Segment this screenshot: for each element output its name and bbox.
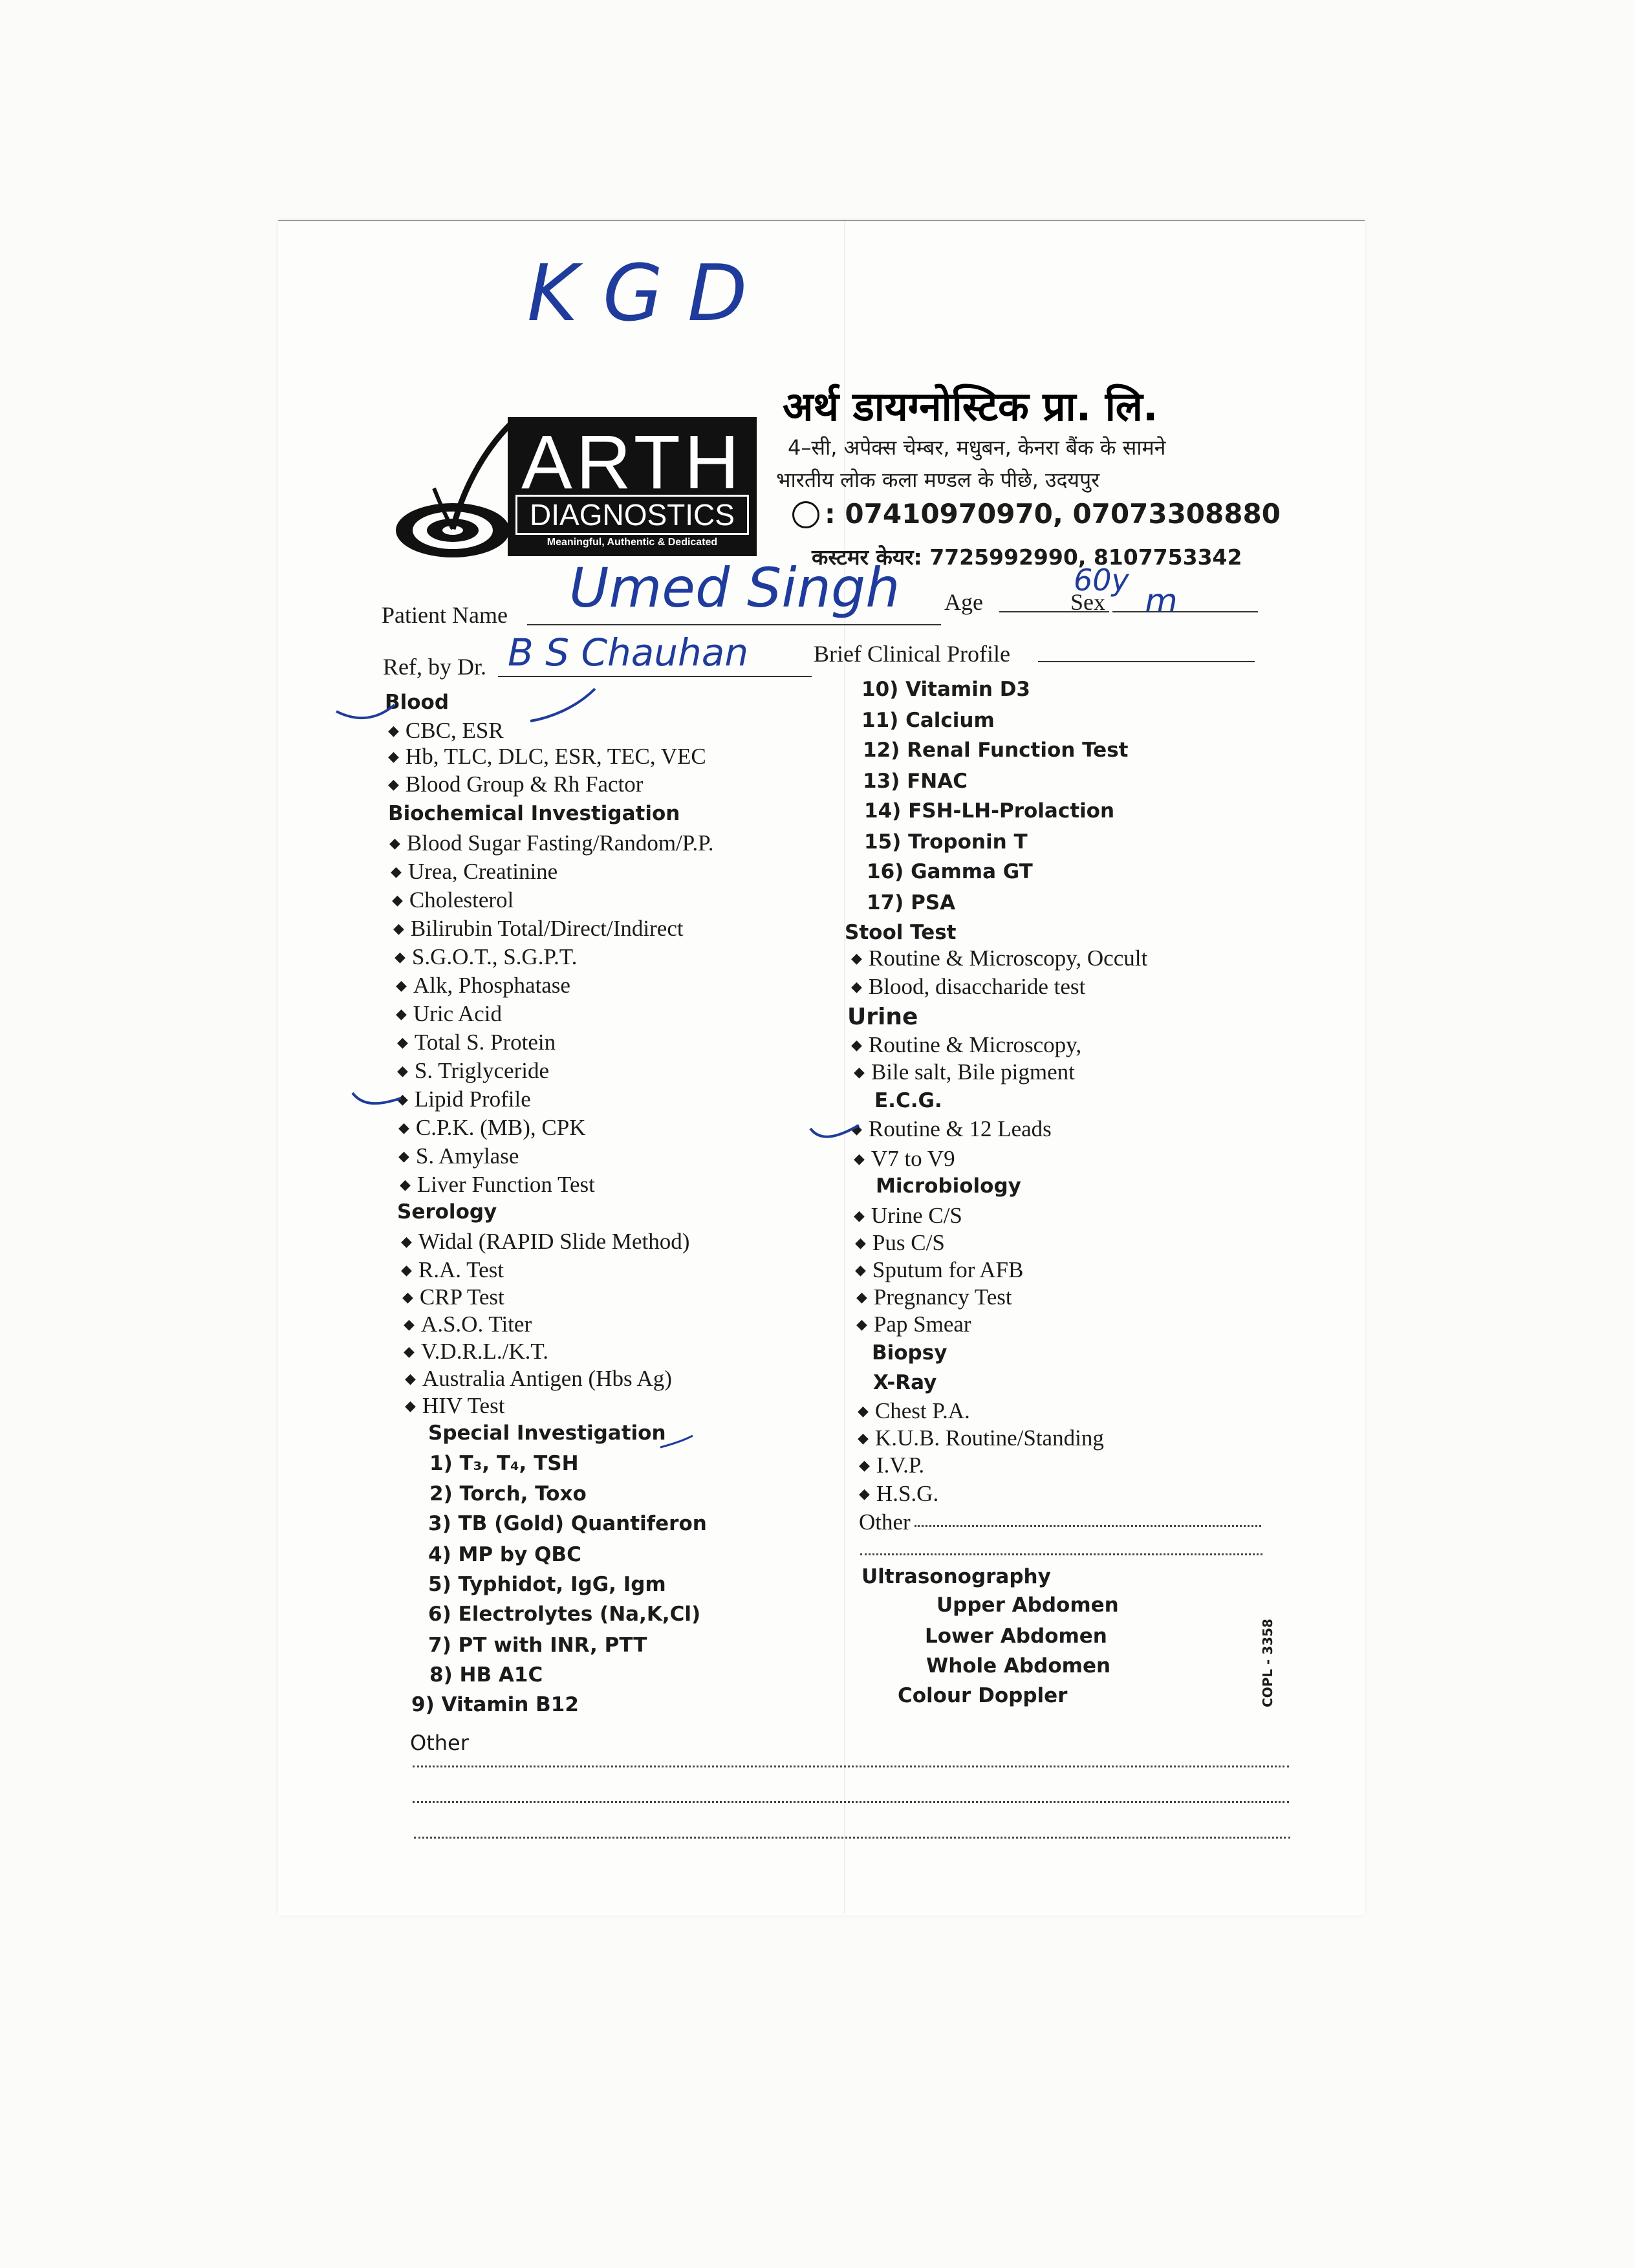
brand-logo [508,417,757,556]
section-microbiology: Microbiology [876,1174,1021,1198]
section-ecg: E.C.G. [874,1089,942,1112]
list-item: ◆ Cholesterol [392,887,514,913]
clinical-profile-label: Brief Clinical Profile [814,641,1010,667]
section-special-investigation: Special Investigation [428,1421,666,1445]
sex-label: Sex [1070,589,1105,615]
pen-check-mark-icon [349,1086,407,1112]
dotted-line [414,1837,1290,1839]
target-logo-icon [391,420,521,559]
section-stool-test: Stool Test [845,921,957,944]
list-item: ◆ Hb, TLC, DLC, ESR, TEC, VEC [388,744,706,769]
list-item: ◆ Routine & 12 Leads [851,1116,1052,1141]
hindi-company-name: अर्थ डायग्नोस्टिक प्रा. लि. [783,383,1158,430]
list-item: ◆ Blood, disaccharide test [851,974,1086,999]
brand-tagline: Meaningful, Authentic & Dedicated [547,537,718,548]
list-item: ◆ Lipid Profile [397,1086,531,1112]
ref-line [498,676,812,677]
list-item: ◆ H.S.G. [859,1481,939,1506]
list-item: ◆ S. Amylase [398,1143,519,1169]
list-item: ◆ Widal (RAPID Slide Method) [401,1229,690,1254]
list-item: ◆ Liver Function Test [400,1172,595,1197]
list-item: 16) Gamma GT [867,860,1033,883]
sex-line [1112,611,1258,612]
list-item: 15) Troponin T [864,830,1028,854]
list-item: ◆ V7 to V9 [854,1146,955,1171]
list-item: 7) PT with INR, PTT [428,1634,647,1657]
section-urine: Urine [847,1004,918,1030]
list-item: 12) Renal Function Test [863,739,1129,762]
handwritten-ref-doctor: B S Chauhan [508,631,749,675]
list-item: ◆ Total S. Protein [397,1030,556,1055]
section-blood: Blood [385,691,449,714]
list-item: 3) TB (Gold) Quantiferon [428,1512,707,1535]
list-item: 17) PSA [867,891,956,914]
form-code: COPL - 3358 [1260,1619,1275,1707]
list-item: 5) Typhidot, IgG, Igm [428,1573,666,1596]
section-biopsy: Biopsy [872,1341,947,1365]
list-item: ◆ Urine C/S [854,1203,962,1228]
list-item: 10) Vitamin D3 [861,678,1031,701]
list-item: ◆ K.U.B. Routine/Standing [858,1425,1104,1451]
list-item: 2) Torch, Toxo [429,1482,587,1506]
list-item: ◆ S.G.O.T., S.G.P.T. [395,944,578,969]
handwritten-age: 60y [1074,563,1129,598]
section-serology: Serology [397,1200,497,1224]
list-item: ◆ HIV Test [405,1393,505,1418]
pen-check-mark-icon [330,686,601,731]
ref-label: Ref, by Dr. [383,654,486,680]
patient-name-line [527,624,941,625]
list-item: 8) HB A1C [429,1663,543,1687]
brand-main: ARTH [521,420,744,505]
handwritten-sex: m [1145,582,1178,621]
list-item: ◆ Alk, Phosphatase [396,973,570,998]
list-item: ◆ S. Triglyceride [397,1058,549,1083]
address-line-2: भारतीय लोक कला मण्डल के पीछे, उदयपुर [776,468,1100,492]
address-line-1: 4–सी, अपेक्स चेम्बर, मधुबन, केनरा बैंक के सामने [788,435,1166,460]
list-item: Whole Abdomen [926,1654,1111,1678]
other-label-left: Other [410,1731,469,1755]
list-item: Colour Doppler [898,1684,1068,1707]
pen-check-mark-icon [657,1433,696,1453]
list-item: Upper Abdomen [937,1593,1119,1617]
list-item: ◆ Blood Sugar Fasting/Random/P.P. [389,830,714,856]
section-xray: X-Ray [873,1371,937,1394]
list-item: ◆ Pregnancy Test [856,1284,1012,1310]
list-item: 6) Electrolytes (Na,K,Cl) [428,1603,701,1626]
dotted-line [413,1766,1289,1767]
list-item: 13) FNAC [863,770,968,793]
list-item: ◆ Australia Antigen (Hbs Ag) [405,1366,672,1391]
list-item: ◆ CRP Test [402,1284,504,1310]
brand-sub: DIAGNOSTICS [515,495,749,535]
list-item: 1) T₃, T₄, TSH [429,1452,579,1475]
other-label-right: Other [859,1509,911,1535]
list-item: 9) Vitamin B12 [411,1693,579,1716]
list-item: ◆ Chest P.A. [858,1398,970,1423]
dotted-line [860,1553,1262,1555]
section-biochemical: Biochemical Investigation [388,802,680,825]
list-item: ◆ V.D.R.L./K.T. [404,1339,548,1364]
list-item: ◆ A.S.O. Titer [404,1312,532,1337]
list-item: ◆ CBC, ESR [388,718,504,743]
dotted-line [915,1525,1261,1527]
list-item: ◆ Blood Group & Rh Factor [388,772,644,797]
phone-icon [792,501,819,528]
list-item: ◆ I.V.P. [859,1453,925,1478]
list-item: ◆ Bile salt, Bile pigment [854,1059,1075,1085]
list-item: 14) FSH-LH-Prolaction [864,799,1115,823]
dotted-line [413,1801,1289,1803]
list-item: ◆ Uric Acid [396,1001,502,1026]
pen-check-mark-icon [807,1119,865,1145]
customer-care: कस्टमर केयर: 7725992990, 8107753342 [812,545,1242,570]
list-item: ◆ Routine & Microscopy, Occult [851,945,1148,971]
patient-name-label: Patient Name [382,602,508,628]
list-item: ◆ R.A. Test [401,1257,504,1282]
list-item: ◆ Sputum for AFB [855,1257,1024,1282]
list-item: 4) MP by QBC [428,1543,581,1566]
list-item: ◆ C.P.K. (MB), CPK [398,1115,586,1140]
list-item: ◆ Pap Smear [856,1312,971,1337]
list-item: 11) Calcium [861,709,995,732]
age-label: Age [944,589,983,615]
section-ultrasonography: Ultrasonography [861,1565,1051,1588]
handwritten-patient-name: Umed Singh [569,556,900,620]
list-item: ◆ Urea, Creatinine [391,859,558,884]
list-item: ◆ Pus C/S [855,1230,945,1255]
phone-numbers: : 07410970970, 07073308880 [825,498,1281,530]
list-item: ◆ Routine & Microscopy, [851,1032,1082,1057]
clinical-profile-line [1038,661,1255,662]
list-item: Lower Abdomen [925,1625,1107,1648]
list-item: ◆ Bilirubin Total/Direct/Indirect [393,916,684,941]
handwritten-top-note: K G D [527,249,748,339]
